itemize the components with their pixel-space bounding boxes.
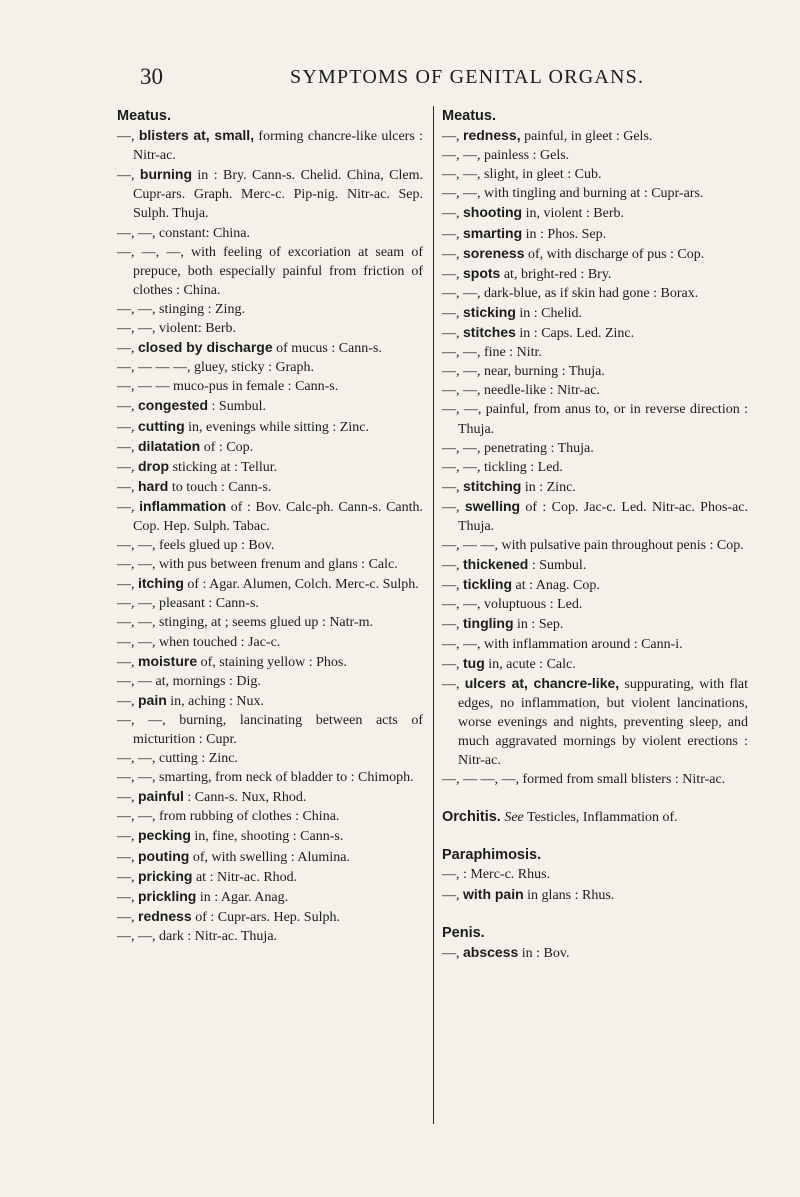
entry-prefix: —,: [117, 849, 138, 865]
symptom-keyword: tickling: [463, 576, 513, 593]
entry-remedies: painful, in gleet : Gels.: [520, 129, 653, 145]
section-heading: Penis.: [442, 924, 485, 941]
entry-remedies: in : Zinc.: [521, 479, 576, 495]
symptom-entry: [117, 594, 423, 613]
symptom-entry: [442, 477, 748, 497]
symptom-entry: [117, 377, 423, 396]
symptom-entry: [442, 203, 748, 223]
section-heading: Orchitis.: [442, 809, 501, 826]
entry-prefix: —, —, needle-like : Nitr-ac.: [442, 383, 600, 399]
entry-prefix: —,: [117, 869, 138, 885]
symptom-entry: [117, 574, 423, 594]
entry-remedies: of, with discharge of pus : Cop.: [524, 246, 705, 262]
entry-prefix: —,: [117, 168, 140, 184]
symptom-entry: [117, 749, 423, 768]
symptom-entry: [117, 672, 423, 691]
symptom-keyword: sticking: [463, 303, 516, 320]
entry-prefix: —, —, near, burning : Thuja.: [442, 364, 605, 380]
symptom-entry: [117, 224, 423, 243]
entry-prefix: —,: [442, 578, 463, 594]
entry-prefix: —,: [442, 305, 463, 321]
symptom-keyword: spots: [463, 264, 501, 281]
symptom-entry: [117, 300, 423, 319]
entry-prefix: —,: [117, 889, 138, 905]
symptom-entry: [117, 826, 423, 846]
symptom-entry: [442, 146, 748, 165]
entry-prefix: —, —, cutting : Zinc.: [117, 751, 238, 767]
entry-prefix: —,: [442, 129, 463, 145]
symptom-entry: [442, 555, 748, 575]
symptom-entry: [117, 358, 423, 377]
entry-prefix: —,: [442, 479, 463, 495]
entry-prefix: —, —, with tingling and burning at : Cupr-ars.: [442, 186, 704, 202]
symptom-entry: [442, 184, 748, 203]
entry-prefix: —, —, penetrating : Thuja.: [442, 440, 594, 456]
entry-prefix: —,: [117, 419, 138, 435]
symptom-entry: [442, 654, 748, 674]
right-column: [442, 107, 748, 963]
symptom-entry: [442, 323, 748, 343]
symptom-keyword: abscess: [463, 943, 519, 960]
column-divider: [433, 106, 434, 1124]
symptom-entry: [442, 497, 748, 536]
entry-prefix: —, — — muco-pus in female : Cann-s.: [117, 379, 339, 395]
entry-prefix: —,: [442, 676, 465, 692]
symptom-keyword: redness: [138, 907, 192, 924]
symptom-entry: [117, 477, 423, 497]
symptom-entry: [442, 536, 748, 555]
symptom-entry: [442, 343, 748, 362]
entry-prefix: —,: [117, 399, 138, 415]
entry-prefix: —,: [117, 129, 139, 145]
symptom-entry: [117, 243, 423, 300]
entry-prefix: —,: [117, 459, 138, 475]
entry-remedies: in : Chelid.: [515, 305, 583, 321]
symptom-keyword: soreness: [463, 244, 525, 261]
symptom-keyword: swelling: [464, 497, 521, 514]
symptom-keyword: stitches: [463, 324, 516, 341]
entry-prefix: —, —, painful, from anus to, or in reverse direction : Thuja.: [442, 402, 748, 437]
entry-remedies: in : Caps. Led. Zinc.: [515, 326, 635, 342]
entry-remedies: in glans : Rhus.: [523, 887, 615, 903]
symptom-entry: [117, 691, 423, 711]
symptom-entry: [442, 284, 748, 303]
entry-prefix: —, —, from rubbing of clothes : China.: [117, 809, 340, 825]
entry-prefix: —,: [442, 266, 463, 282]
symptom-keyword: drop: [138, 457, 170, 474]
symptom-keyword: redness,: [463, 127, 521, 144]
entry-remedies: of : Cop. Jac-c. Led. Nitr-ac. Phos-ac. Thuja.: [458, 499, 749, 534]
entry-prefix: —,: [442, 887, 463, 903]
entry-remedies: of : Cupr-ars. Hep. Sulph.: [191, 909, 340, 925]
symptom-entry: [442, 595, 748, 614]
symptom-entry: [442, 165, 748, 184]
symptom-keyword: moisture: [138, 652, 198, 669]
entry-remedies: in, violent : Berb.: [522, 206, 624, 222]
symptom-entry: [117, 887, 423, 907]
entry-remedies: in : Sep.: [513, 617, 564, 633]
symptom-keyword: pricking: [138, 867, 193, 884]
entry-remedies: suppurating, with flat edges, no inflammation, but violent lancinations, worse evenings and nights, preventing sleep, and much aggravated mornings by violent erections : Nitr-ac.: [458, 676, 749, 769]
running-head: SYMPTOMS OF GENITAL ORGANS.: [290, 66, 645, 88]
symptom-entry: [442, 126, 748, 146]
symptom-entry: [442, 458, 748, 477]
entry-remedies: of mucus : Cann-s.: [272, 341, 382, 357]
symptom-entry: [442, 943, 748, 963]
section-gap: [442, 789, 748, 808]
entry-prefix: —, —, dark-blue, as if skin had gone : Borax.: [442, 285, 699, 301]
symptom-keyword: burning: [139, 166, 193, 183]
entry-prefix: —,: [442, 617, 463, 633]
entry-remedies: in : Bry. Cann-s. Chelid. China, Clem. Cupr-ars. Graph. Merc-c. Pip-nig. Nitr-ac. Sep. Sulph. Thuja.: [133, 168, 423, 222]
entry-prefix: —, —, stinging, at ; seems glued up : Natr-m.: [117, 615, 373, 631]
symptom-keyword: tug: [463, 654, 485, 671]
symptom-entry: [117, 555, 423, 574]
section-heading: Meatus.: [117, 108, 171, 124]
entry-prefix: —, —, stinging : Zing.: [117, 301, 245, 317]
entry-prefix: —,: [117, 693, 138, 709]
entry-remedies: at : Nitr-ac. Rhod.: [192, 869, 298, 885]
symptom-entry: [442, 575, 748, 595]
entry-prefix: —,: [442, 226, 463, 242]
symptom-entry: [442, 381, 748, 400]
symptom-entry: [117, 633, 423, 652]
see-reference: See: [504, 810, 524, 826]
symptom-keyword: pecking: [138, 827, 191, 844]
symptom-keyword: pain: [138, 691, 167, 708]
entry-remedies: of, staining yellow : Phos.: [197, 654, 347, 670]
entry-remedies: at : Anag. Cop.: [512, 578, 600, 594]
symptom-keyword: smarting: [463, 224, 523, 241]
symptom-entry: [442, 439, 748, 458]
entry-prefix: —, —, tickling : Led.: [442, 459, 563, 475]
entry-prefix: —,: [117, 790, 138, 806]
entry-remedies: : Cann-s. Nux, Rhod.: [183, 790, 307, 806]
symptom-entry: [117, 396, 423, 416]
symptom-keyword: hard: [138, 477, 169, 494]
symptom-entry: [117, 927, 423, 946]
symptom-keyword: ulcers at, chancre-like,: [464, 674, 620, 691]
symptom-entry: [117, 613, 423, 632]
entry-prefix: —, —, constant: China.: [117, 225, 250, 241]
section-heading: Meatus.: [442, 108, 496, 124]
symptom-keyword: with pain: [463, 885, 524, 902]
entry-prefix: —,: [117, 829, 138, 845]
symptom-entry: [117, 711, 423, 749]
entry-remedies: : Sumbul.: [208, 399, 266, 415]
symptom-entry: [117, 497, 423, 536]
symptom-entry: [442, 400, 748, 438]
symptom-keyword: dilatation: [138, 437, 201, 454]
symptom-keyword: closed by discharge: [138, 339, 273, 356]
symptom-keyword: thickened: [463, 556, 529, 573]
symptom-entry: [442, 362, 748, 381]
symptom-entry: [117, 847, 423, 867]
entry-prefix: —, —, fine : Nitr.: [442, 345, 542, 361]
entry-prefix: —, —, dark : Nitr-ac. Thuja.: [117, 928, 278, 944]
symptom-keyword: itching: [138, 575, 184, 592]
entry-prefix: —, —, with inflammation around : Cann-i.: [442, 636, 683, 652]
symptom-entry: [117, 807, 423, 826]
symptom-entry: [117, 126, 423, 165]
entry-prefix: —, —, smarting, from neck of bladder to : Chimoph.: [117, 770, 414, 786]
entry-remedies: in : Agar. Anag.: [196, 889, 289, 905]
symptom-entry: [117, 652, 423, 672]
entry-remedies: of : Cop.: [200, 439, 254, 455]
section-gap: [442, 905, 748, 924]
entry-remedies: forming chancre-like ulcers : Nitr-ac.: [133, 129, 423, 164]
entry-prefix: —, —, with pus between frenum and glans : Calc.: [117, 557, 398, 573]
entry-prefix: —, —, voluptuous : Led.: [442, 597, 583, 613]
symptom-entry: [442, 614, 748, 634]
entry-prefix: —, —, pleasant : Cann-s.: [117, 596, 259, 612]
page-number: 30: [140, 64, 163, 89]
entry-prefix: —, : Merc-c. Rhus.: [442, 867, 551, 883]
symptom-entry: [117, 867, 423, 887]
symptom-entry: [117, 787, 423, 807]
entry-prefix: —,: [117, 654, 138, 670]
entry-prefix: —, —, painless : Gels.: [442, 148, 570, 164]
cross-reference-entry: [442, 808, 748, 827]
entry-prefix: —,: [442, 945, 463, 961]
entry-prefix: —, — — —, gluey, sticky : Graph.: [117, 360, 315, 376]
entry-prefix: —,: [117, 479, 138, 495]
symptom-entry: [442, 770, 748, 789]
entry-prefix: —,: [117, 909, 138, 925]
symptom-entry: [117, 319, 423, 338]
entry-prefix: —,: [117, 439, 138, 455]
entry-prefix: —,: [117, 341, 138, 357]
symptom-entry: [117, 457, 423, 477]
symptom-keyword: shooting: [463, 204, 523, 221]
entry-remedies: of : Bov. Calc-ph. Cann-s. Canth. Cop. Hep. Sulph. Tabac.: [133, 499, 424, 534]
entry-remedies: to touch : Cann-s.: [168, 479, 272, 495]
entry-prefix: —, —, burning, lancinating between acts of micturition : Cupr.: [117, 712, 423, 747]
entry-prefix: —,: [442, 558, 463, 574]
symptom-keyword: pouting: [138, 847, 190, 864]
symptom-entry: [117, 536, 423, 555]
symptom-entry: [117, 338, 423, 358]
entry-remedies: sticking at : Tellur.: [169, 459, 278, 475]
entry-prefix: —,: [442, 206, 463, 222]
symptom-entry: [442, 244, 748, 264]
entry-prefix: —, —, —, with feeling of excoriation at seam of prepuce, both especially painful from friction of clothes : China.: [117, 244, 423, 298]
entry-prefix: —,: [442, 246, 463, 262]
entry-prefix: —, —, when touched : Jac-c.: [117, 634, 281, 650]
entry-prefix: —, — at, mornings : Dig.: [117, 673, 261, 689]
left-column: [117, 107, 423, 946]
entry-remedies: in, evenings while sitting : Zinc.: [184, 419, 369, 435]
symptom-entry: [117, 417, 423, 437]
entry-prefix: —, —, slight, in gleet : Cub.: [442, 167, 602, 183]
symptom-entry: [442, 303, 748, 323]
entry-prefix: —,: [442, 499, 465, 515]
symptom-entry: [117, 165, 423, 223]
symptom-keyword: blisters at, small,: [138, 127, 255, 144]
symptom-entry: [442, 865, 748, 884]
entry-remedies: in : Bov.: [518, 945, 570, 961]
reference-target: Testicles, Inflammation of.: [523, 810, 678, 826]
entry-prefix: —,: [442, 326, 463, 342]
entry-remedies: in, aching : Nux.: [166, 693, 264, 709]
entry-remedies: of, with swelling : Alumina.: [189, 849, 350, 865]
symptom-entry: [442, 885, 748, 905]
symptom-entry: [442, 224, 748, 244]
entry-remedies: : Sumbul.: [528, 558, 587, 574]
entry-prefix: —, —, feels glued up : Bov.: [117, 538, 275, 554]
entry-prefix: —,: [117, 577, 138, 593]
entry-remedies: in, fine, shooting : Cann-s.: [190, 829, 344, 845]
section-gap: [442, 827, 748, 846]
entry-prefix: —, — —, —, formed from small blisters : Nitr-ac.: [442, 772, 726, 788]
entry-remedies: at, bright-red : Bry.: [500, 266, 612, 282]
symptom-entry: [117, 768, 423, 787]
entry-remedies: in : Phos. Sep.: [522, 226, 607, 242]
symptom-entry: [117, 437, 423, 457]
symptom-entry: [117, 907, 423, 927]
symptom-keyword: stitching: [463, 477, 522, 494]
symptom-keyword: cutting: [138, 417, 185, 434]
entry-prefix: —,: [442, 656, 463, 672]
section-heading: Paraphimosis.: [442, 847, 542, 864]
symptom-keyword: prickling: [138, 887, 197, 904]
symptom-keyword: painful: [138, 788, 184, 805]
entry-remedies: in, acute : Calc.: [484, 656, 576, 672]
page-header: [0, 64, 800, 104]
entry-remedies: of : Agar. Alumen, Colch. Merc-c. Sulph.: [183, 577, 419, 593]
symptom-entry: [442, 264, 748, 284]
symptom-entry: [442, 674, 748, 770]
symptom-keyword: inflammation: [139, 497, 227, 514]
symptom-keyword: congested: [138, 397, 209, 414]
entry-prefix: —, — —, with pulsative pain throughout penis : Cop.: [442, 538, 744, 554]
symptom-entry: [442, 635, 748, 654]
symptom-keyword: tingling: [463, 615, 514, 632]
entry-prefix: —,: [117, 499, 140, 515]
entry-prefix: —, —, violent: Berb.: [117, 321, 236, 337]
